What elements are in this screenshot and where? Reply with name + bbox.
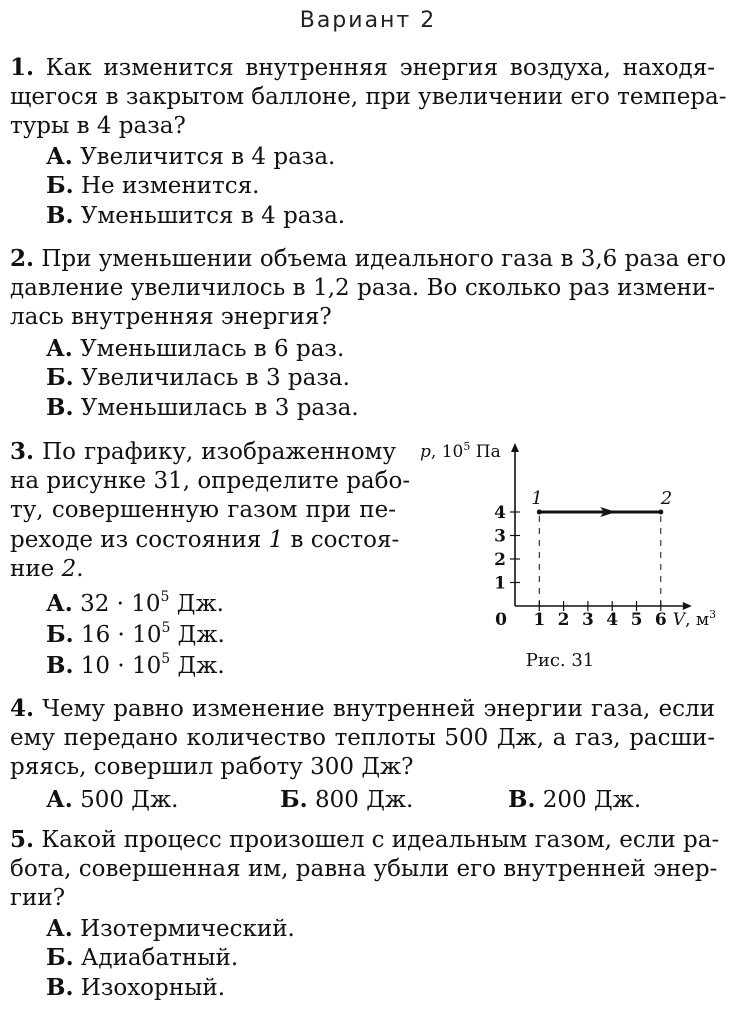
q4-text-1: Чему равно изменение внутренней энергии газа, если <box>42 696 715 722</box>
point-1 <box>537 510 542 515</box>
point-2 <box>658 510 663 515</box>
x-axis-label: V, $м^3$ <box>672 608 717 630</box>
option-text: 800 Дж. <box>314 787 414 813</box>
option-text: Адиабатный. <box>80 945 239 971</box>
option-text: Уменьшилась в 6 раз. <box>80 336 345 362</box>
option-text: 500 Дж. <box>80 787 179 813</box>
q2-line-1 <box>10 244 727 274</box>
option-letter: А. <box>46 915 73 942</box>
option-exp: 5 <box>161 620 171 636</box>
y-tick-label: 2 <box>494 550 506 570</box>
chart-layer <box>420 440 716 671</box>
q1-line-1 <box>10 53 715 83</box>
q5-number: 5. <box>10 826 35 853</box>
option-letter: В. <box>46 202 74 229</box>
q2-text-1: При уменьшении объема идеального газа в 3,6 раза его <box>41 246 727 272</box>
x-tick-label: 1 <box>533 610 546 630</box>
option-text: Уменьшится в 4 раза. <box>80 203 346 229</box>
option-letter: А. <box>46 786 73 813</box>
option-exp: 5 <box>161 651 171 667</box>
q3-option-a <box>46 589 224 619</box>
option-letter: Б. <box>46 944 74 971</box>
y-axis-label: p, $10^5$ Па <box>420 440 501 462</box>
option-letter: В. <box>46 652 74 679</box>
y-tick-label: 1 <box>494 573 506 594</box>
q3-line-5 <box>10 555 84 584</box>
option-letter: А. <box>46 335 73 362</box>
q5-option-a <box>46 914 295 944</box>
q3-line-4 <box>10 526 400 555</box>
state-1-ref: 1 <box>268 527 284 553</box>
x-tick-label: 2 <box>557 610 570 630</box>
q2-line-2: давление увеличилось в 1,2 раза. Во сколько раз измени- <box>10 275 715 301</box>
x-tick-label: 6 <box>654 610 667 630</box>
option-text: Не изменится. <box>80 173 260 199</box>
q1-option-b <box>46 171 259 201</box>
option-unit: Дж. <box>170 653 225 679</box>
option-coef: 16 · 10 <box>80 622 162 648</box>
x-tick-label: 5 <box>630 610 643 630</box>
variant-title: Вариант 2 <box>299 8 437 33</box>
q4-line-2: ему передано количество теплоты 500 Дж, а газ, расши- <box>10 725 715 751</box>
q5-line-3: гии? <box>10 885 66 911</box>
x-tick-label: 0 <box>495 610 507 630</box>
option-text: Увеличилась в 3 раза. <box>80 365 350 391</box>
q3-line-2: на рисунке 31, определите рабо- <box>10 468 411 494</box>
q4-option-a <box>46 785 178 815</box>
state-2-ref: 2 <box>61 556 77 582</box>
option-unit: Дж. <box>169 591 224 617</box>
option-letter: Б. <box>46 172 74 199</box>
option-text: Изотермический. <box>80 916 295 942</box>
q4-line-3: ряясь, совершил работу 300 Дж? <box>10 754 414 780</box>
point-2-label: 2 <box>660 488 673 509</box>
q3-text-5b: . <box>76 556 84 582</box>
q5-option-c <box>46 973 225 1003</box>
option-letter: А. <box>46 590 73 617</box>
x-tick-label: 4 <box>606 610 619 630</box>
q3-line-1 <box>10 437 396 467</box>
q2-option-b <box>46 363 350 393</box>
pv-chart <box>410 436 717 676</box>
option-text: Увеличится в 4 раза. <box>80 144 336 170</box>
q4-line-1 <box>10 694 715 724</box>
q3-text-4a: реходе из состояния <box>10 527 269 553</box>
q3-number: 3. <box>10 438 35 465</box>
y-tick-label: 3 <box>494 526 506 547</box>
q4-number: 4. <box>10 695 35 722</box>
q5-option-b <box>46 943 238 973</box>
option-text: Изохорный. <box>80 975 226 1001</box>
q3-text-4b: в состоя- <box>283 527 400 553</box>
option-text: Уменьшилась в 3 раза. <box>80 395 359 421</box>
q4-option-b <box>280 785 413 815</box>
option-letter: В. <box>46 394 74 421</box>
q2-number: 2. <box>10 245 35 272</box>
option-letter: Б. <box>46 621 74 648</box>
x-axis-arrow <box>683 602 692 610</box>
q1-option-a <box>46 142 335 172</box>
q2-line-3: лась внутренняя энергия? <box>10 304 332 330</box>
y-tick-label: 4 <box>494 503 506 523</box>
option-text: 200 Дж. <box>542 787 642 813</box>
q1-line-3: туры в 4 раза? <box>10 113 186 139</box>
option-exp: 5 <box>160 589 170 605</box>
option-coef: 10 · 10 <box>80 653 162 679</box>
q4-option-c <box>508 785 641 815</box>
q5-line-2: бота, совершенная им, равна убыли его внутренней энер- <box>10 856 718 882</box>
figure-caption: Рис. 31 <box>525 650 595 671</box>
q1-text-1: Как изменится внутренняя энергия воздуха, находя- <box>45 55 715 81</box>
option-letter: Б. <box>46 364 74 391</box>
x-tick-label: 3 <box>581 610 594 630</box>
option-letter: В. <box>46 974 74 1001</box>
option-letter: А. <box>46 143 73 170</box>
q1-option-c <box>46 201 345 231</box>
option-letter: Б. <box>280 786 308 813</box>
option-unit: Дж. <box>170 622 225 648</box>
q5-line-1 <box>10 825 720 855</box>
q2-option-c <box>46 393 359 423</box>
q1-number: 1. <box>10 54 35 81</box>
option-letter: В. <box>508 786 536 813</box>
y-axis-arrow <box>511 443 519 452</box>
q3-option-c <box>46 651 225 681</box>
q3-line-3: ту, совершенную газом при пе- <box>10 497 396 523</box>
q3-text-5a: ние <box>10 556 62 582</box>
point-1-label: 1 <box>531 488 543 509</box>
q5-text-1: Какой процесс произошел с идеальным газом, если ра- <box>41 827 720 853</box>
q2-option-a <box>46 334 344 364</box>
q3-option-b <box>46 620 225 650</box>
option-coef: 32 · 10 <box>80 591 161 617</box>
q3-text-1: По графику, изображенному <box>42 439 396 465</box>
q1-line-2: щегося в закрытом баллоне, при увеличении его темпера- <box>10 84 727 110</box>
